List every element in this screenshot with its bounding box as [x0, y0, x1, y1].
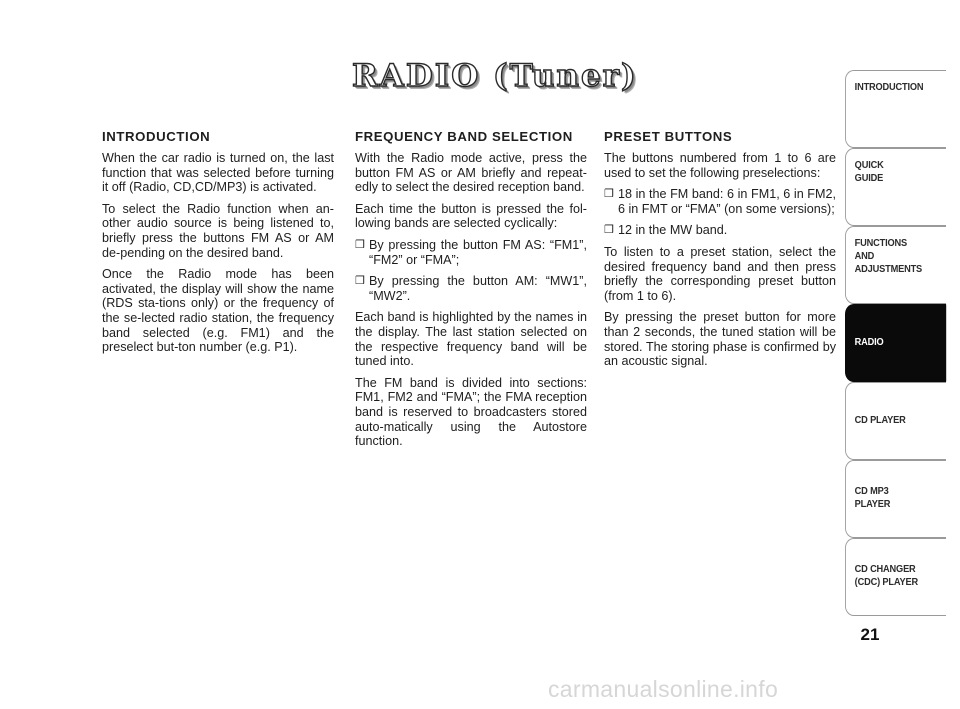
page-title: RADIO (Tuner) [352, 58, 638, 94]
bullet-text: 18 in the FM band: 6 in FM1, 6 in FM2, 6 in FMT or “FMA” (on some versions); [618, 187, 836, 216]
watermark: carmanualsonline.info [548, 676, 779, 702]
bullet-item [604, 187, 836, 216]
paragraph: To select the Radio function when an-other audio source is being listened to, briefly press the buttons FM AS or AM de-pending on the desired band. [102, 201, 334, 260]
bullet-item [355, 274, 587, 303]
paragraph: When the car radio is turned on, the last function that was selected before turning it off (Radio, CD,CD/MP3) is activated. [102, 151, 334, 195]
paragraph: To listen to a preset station, select the desired frequency band and then press briefly the corresponding preset button (from 1 to 6). [604, 244, 836, 303]
column-frequency-band [355, 129, 587, 456]
bullet-text: By pressing the button FM AS: “FM1”, “FM2” or “FMA”; [369, 237, 587, 267]
bullet-item [355, 238, 587, 267]
checkbox-bullet-icon: ❒ [604, 188, 614, 201]
tab-label: CD PLAYER [854, 414, 906, 426]
page-number: 21 [860, 625, 880, 644]
checkbox-bullet-icon: ❒ [355, 238, 365, 251]
checkbox-bullet-icon: ❒ [604, 224, 614, 237]
paragraph: The FM band is divided into sections: FM1, FM2 and “FMA”; the FMA reception band is reserved to broadcasters stored auto-matically using the Autostore function. [355, 375, 587, 449]
tab-cd-player[interactable] [845, 382, 946, 460]
paragraph: Each band is highlighted by the names in the display. The last station selected on the respective frequency band will be tuned into. [355, 310, 587, 369]
tab-label: CD MP3 PLAYER [854, 485, 891, 510]
tab-quick-guide[interactable] [845, 148, 946, 226]
section-tabs [845, 70, 960, 620]
section-heading-introduction: INTRODUCTION [102, 129, 211, 144]
tab-label: FUNCTIONS AND ADJUSTMENTS [854, 237, 923, 275]
bullet-text: By pressing the button AM: “MW1”, “MW2”. [369, 274, 587, 303]
paragraph: By pressing the preset button for more than 2 seconds, the tuned station will be stored. The storing phase is confirmed by an acoustic signal. [604, 310, 836, 369]
tab-label: RADIO [854, 336, 884, 348]
column-preset-buttons [604, 129, 836, 376]
paragraph: Once the Radio mode has been activated, the display will show the name (RDS sta-tions only) or the frequency of the se-lected radio station, the frequency band selected (e.g. FM1) and the preselect but-ton number (e.g. P1). [102, 267, 334, 355]
paragraph: Each time the button is pressed the fol-lowing bands are selected cyclically: [355, 201, 587, 231]
tab-label: QUICK GUIDE [854, 159, 884, 184]
section-heading-frequency-band: FREQUENCY BAND SELECTION [355, 129, 573, 144]
tab-cd-changer-player[interactable] [845, 538, 946, 616]
paragraph: With the Radio mode active, press the button FM AS or AM briefly and repeat-edly to select the desired reception band. [355, 151, 587, 195]
tab-cd-mp3-player[interactable] [845, 460, 946, 538]
paragraph: The buttons numbered from 1 to 6 are used to set the following preselections: [604, 151, 836, 180]
bullet-text: 12 in the MW band. [618, 223, 728, 238]
column-introduction [102, 129, 334, 362]
tab-functions-adjustments[interactable] [845, 226, 946, 304]
tab-introduction[interactable] [845, 70, 946, 148]
bullet-item [604, 223, 836, 238]
checkbox-bullet-icon: ❒ [355, 275, 365, 288]
tab-label: INTRODUCTION [854, 81, 924, 93]
section-heading-preset-buttons: PRESET BUTTONS [604, 129, 733, 144]
tab-label: CD CHANGER (CDC) PLAYER [854, 563, 918, 588]
tab-radio[interactable] [845, 304, 946, 382]
